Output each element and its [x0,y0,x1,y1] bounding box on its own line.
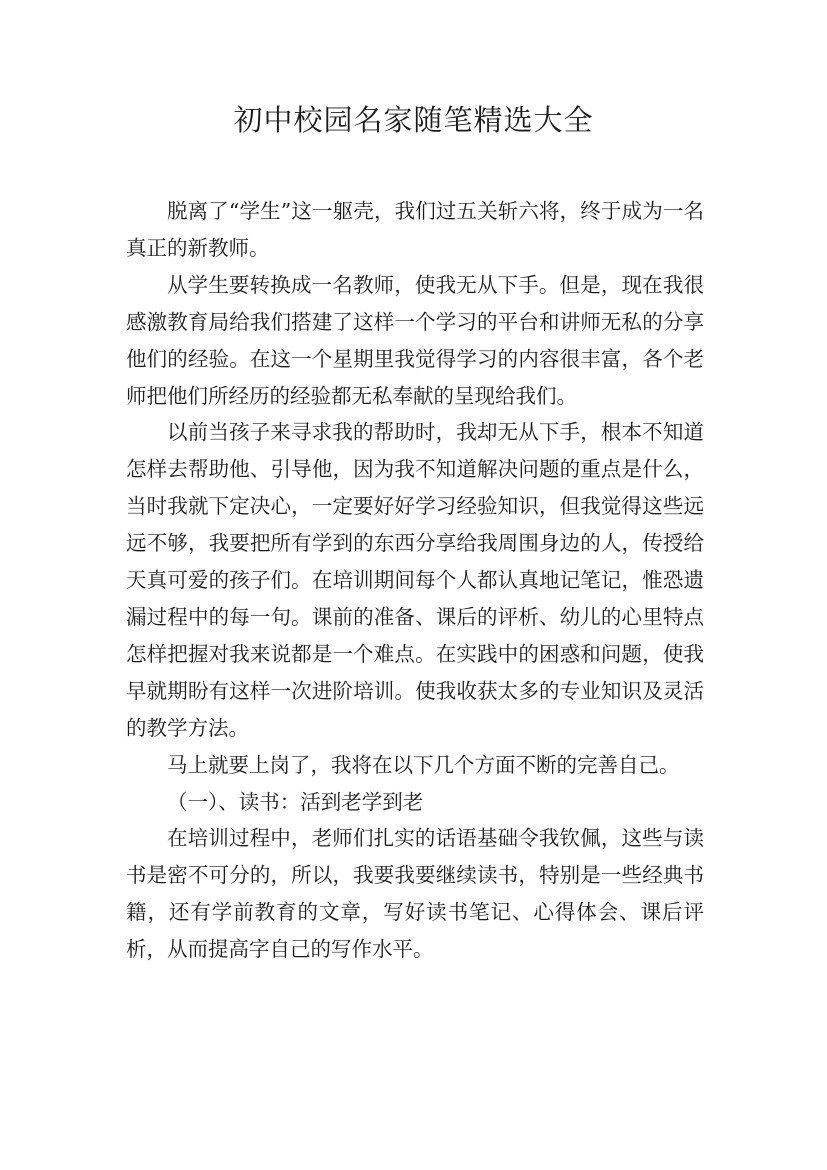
document-body [126,193,704,968]
paragraph-5: 在培训过程中，老师们扎实的话语基础令我钦佩，这些与读书是密不可分的，所以，我要我要继续读书，特别是一些经典书籍，还有学前教育的文章，写好读书笔记、心得体会、课后评析，从而提高字自己的写作水平。 [126,826,704,962]
paragraph-4: 马上就要上岗了，我将在以下几个方面不断的完善自己。 [167,752,680,777]
paragraph-3: 以前当孩子来寻求我的帮助时，我却无从下手，根本不知道怎样去帮助他、引导他，因为我不知道解决问题的重点是什么，当时我就下定决心，一定要好好学习经验知识，但我觉得这些远远不够，我要把所有学到的东西分享给我周围身边的人，传授给天真可爱的孩子们。在培训期间每个人都认真地记笔记，惟恐遗漏过程中的每一句。课前的准备、课后的评析、幼儿的心里特点怎样把握对我来说都是一个难点。在实践中的困惑和问题，使我早就期盼有这样一次进阶培训。使我收获太多的专业知识及灵活的教学方法。 [126,420,704,740]
section-heading-reading: （一）、读书：活到老学到老 [167,789,424,814]
paragraph-2: 从学生要转换成一名教师，使我无从下手。但是，现在我很感激教育局给我们搭建了这样一个学习的平台和讲师无私的分享他们的经验。在这一个星期里我觉得学习的内容很丰富，各个老师把他们所经历的经验都无私奉献的呈现给我们。 [126,272,704,408]
paragraph-1: 脱离了“学生”这一躯壳，我们过五关斩六将，终于成为一名真正的新教师。 [126,199,704,260]
document-title: 初中校园名家随笔精选大全 [233,103,594,137]
